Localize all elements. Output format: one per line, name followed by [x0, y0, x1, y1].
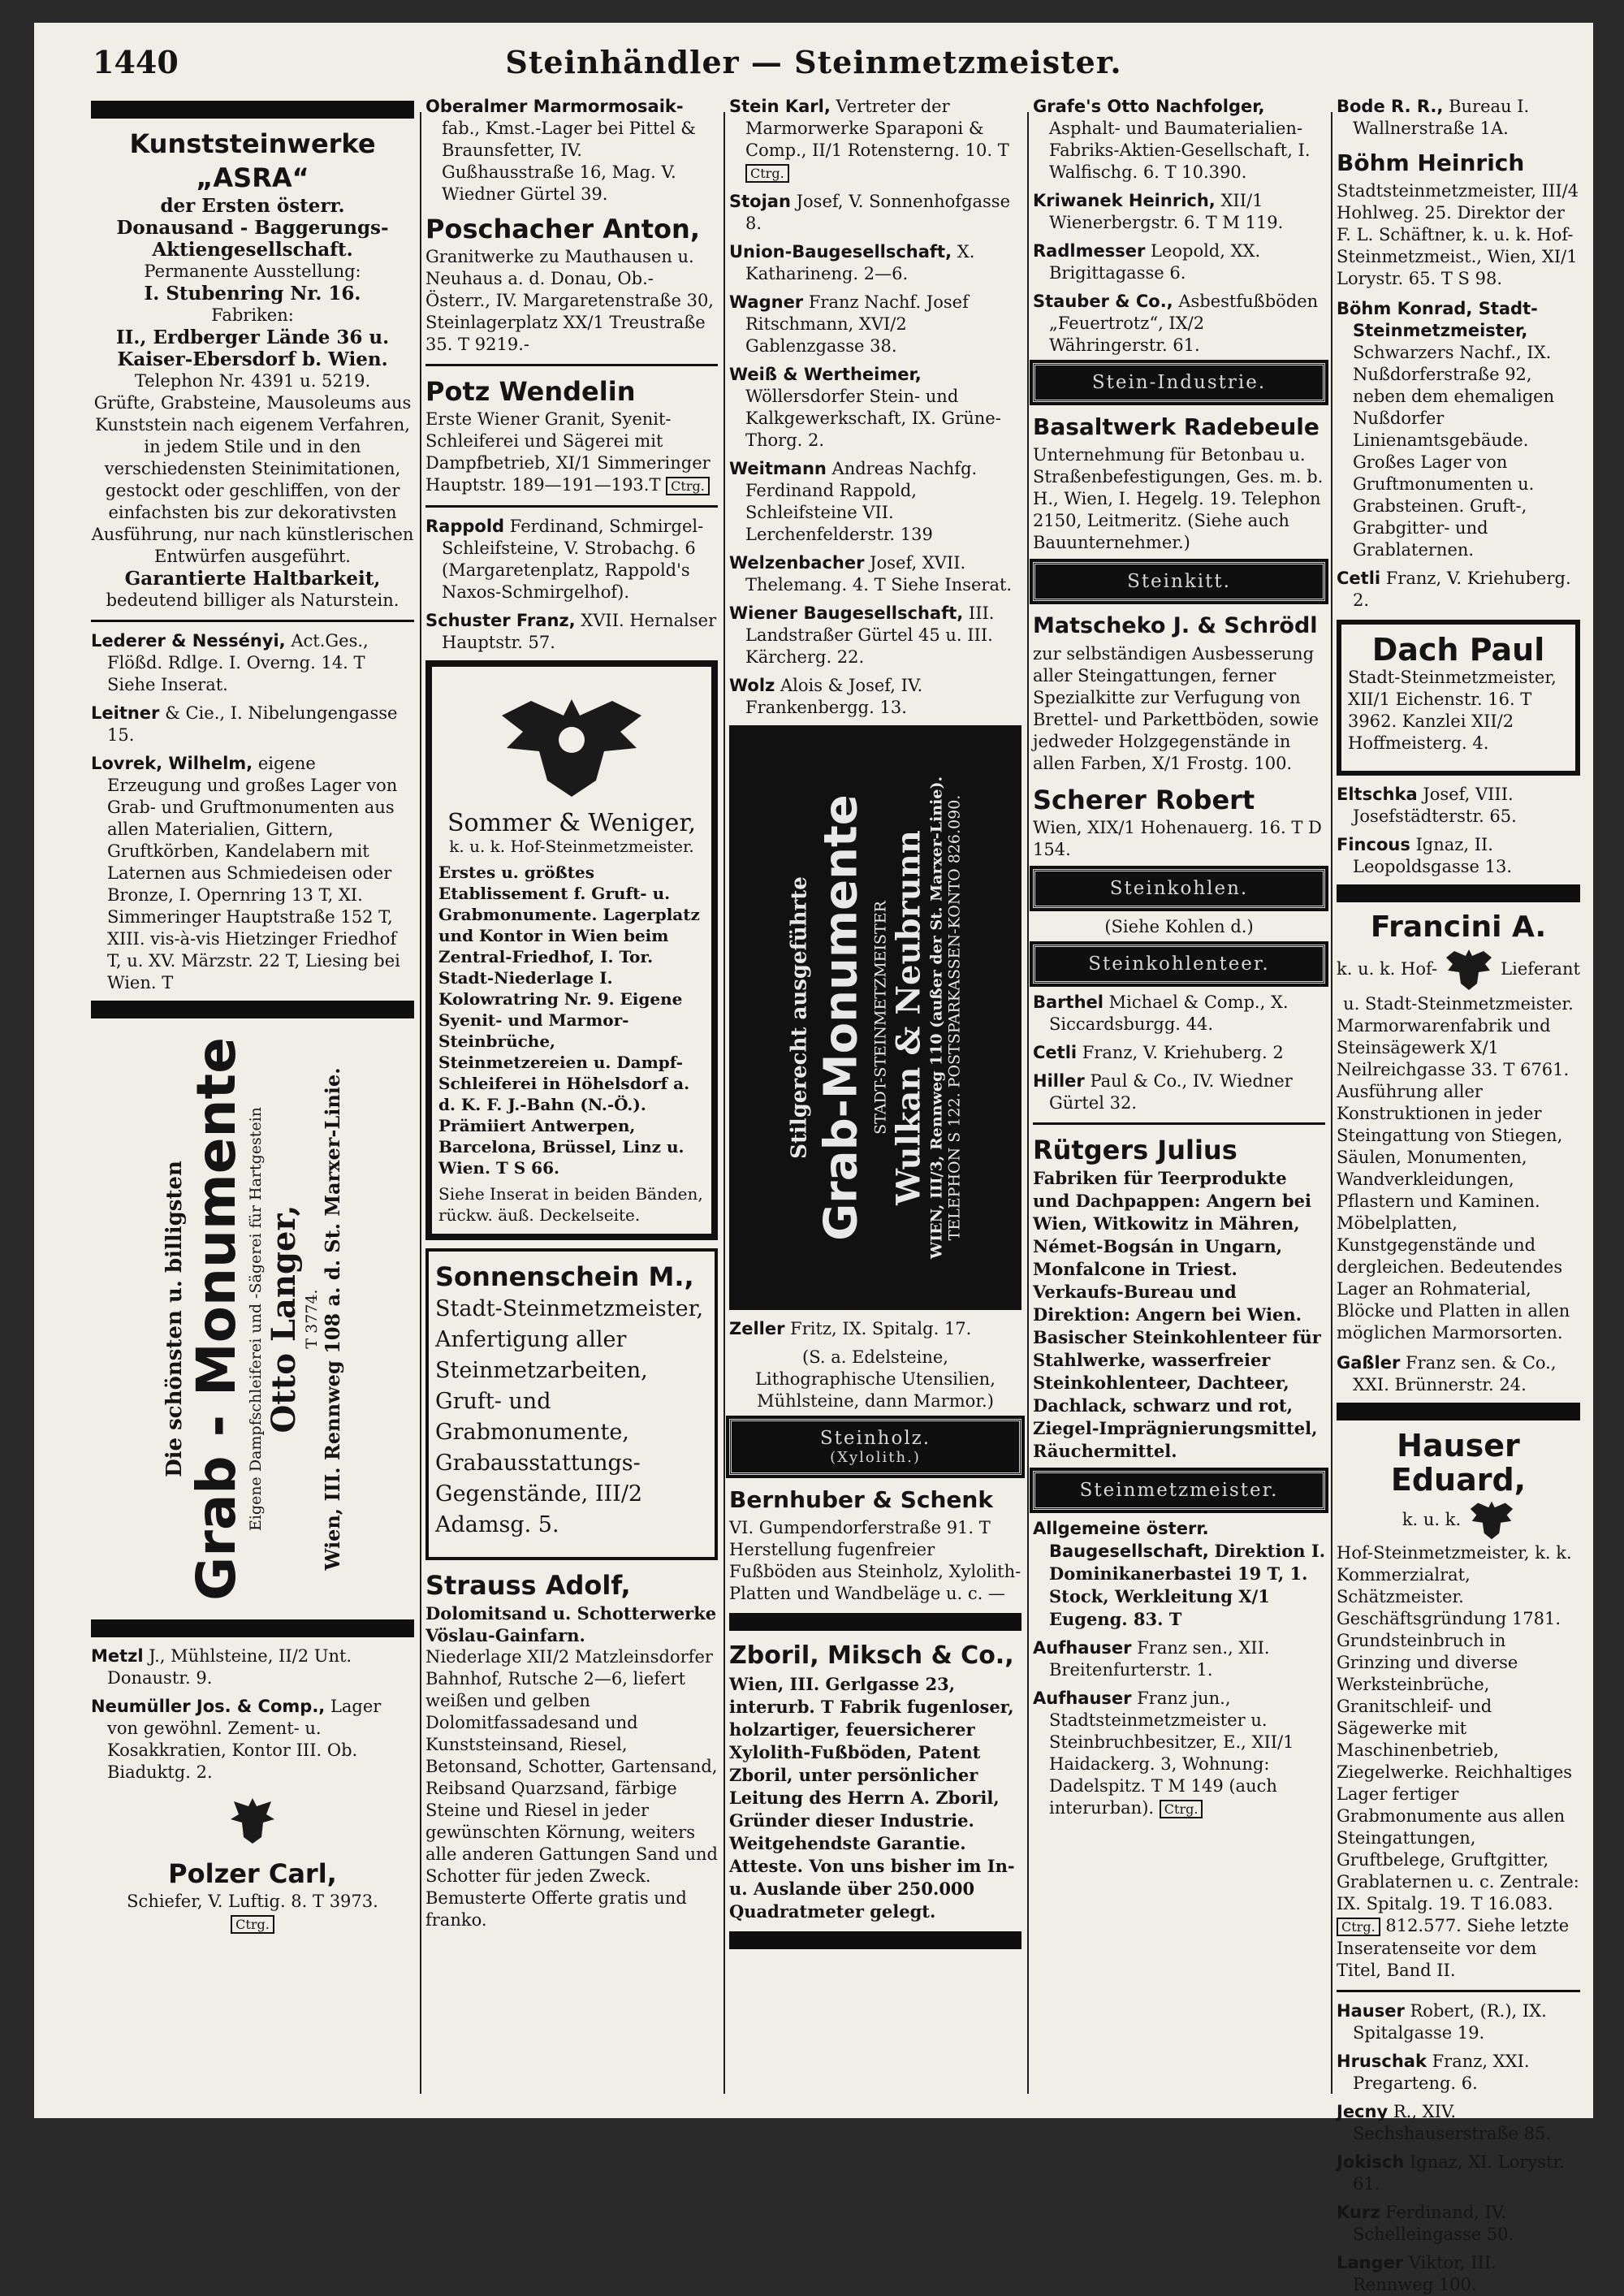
entry-text: Franz Nachf. Josef Ritschmann, XVI/2 Gablenzgasse 38.: [745, 292, 969, 356]
entry-name: Allgemeine österr. Baugesellschaft,: [1033, 1519, 1209, 1561]
entry-name: Lovrek, Wilhelm,: [91, 754, 253, 773]
entry-name: Stauber & Co.,: [1033, 292, 1173, 311]
list-item: [729, 552, 1021, 596]
list-item: [1033, 96, 1325, 184]
directory-page: [34, 23, 1593, 2294]
entry-text: Franz, V. Kriehuberg. 2: [1082, 1043, 1284, 1062]
sommer-body: Erstes u. größtes Etablissement f. Gruft- u. Grabmonumente. Lagerplatz und Kontor in Wien beim Zentral-Friedhof, I. Tor. Stadt-Niederlage I. Kolowratring Nr. 9. Eigene Syenit- und Marmor-Steinbrüche, Steinmetzereien u. Dampf-Schleiferei in Höhelsdorf a. d. K. F. J.-Bahn (N.-Ö.). Prämiiert Antwerpen, Barcelona, Brüssel, Linz u. Wien. T S 66.: [438, 863, 700, 1178]
entry-name: Eltschka: [1337, 785, 1418, 804]
entry-name: Cetli: [1337, 569, 1381, 588]
potz-ad: [425, 374, 718, 497]
list-item: [1033, 992, 1325, 1036]
entry-name: Böhm Konrad, Stadt-Steinmetzmeister,: [1337, 299, 1538, 340]
langer-ad-headline: Grab - Monumente: [185, 1037, 248, 1601]
entry-name: Jokisch: [1337, 2152, 1405, 2172]
section-header-steinkitt: Steinkitt.: [1033, 562, 1325, 601]
entry-text: Ignaz, II. Leopoldsgasse 13.: [1353, 835, 1513, 876]
entry-text: Viktor, III. Rennweg 100.: [1353, 2253, 1497, 2294]
ad-rule: [729, 1613, 1021, 1631]
entry-text: Josef, XVII. Thelemang. 4. T Siehe Inserat.: [745, 553, 1013, 595]
wulkan-ad-name: Wulkan & Neubrunn: [889, 830, 928, 1205]
ctrg-badge: Ctrg.: [1337, 1918, 1380, 1936]
dach-body: Stadt-Steinmetzmeister, XII/1 Eichenstr. 16. T 3962. Kanzlei XII/2 Hoffmeisterg. 4.: [1348, 668, 1557, 753]
list-item: [1337, 568, 1580, 612]
entry-text: Asbestfußböden „Feuertrotz“, IX/2 Währingerstr. 61.: [1049, 292, 1319, 355]
list-item: [729, 191, 1021, 235]
entry-text: J., Mühlsteine, II/2 Unt. Donaustr. 9.: [107, 1646, 352, 1688]
entry-text: XII/1 Wienerbergstr. 6. T M 119.: [1049, 191, 1284, 232]
entry-name: Aufhauser: [1033, 1638, 1132, 1658]
divider: [425, 364, 718, 366]
list-item: [1337, 784, 1580, 828]
list-item: [729, 603, 1021, 668]
divider: [1033, 1122, 1325, 1125]
page-header: [34, 23, 1593, 104]
entry-text: Franz jun., Stadtsteinmetzmeister u. Steinbruchbesitzer, E., XII/1 Haidackerg. 3, Wohnung: Dadelspitz. T M 149 (auch interurban).: [1049, 1688, 1294, 1818]
list-item: [729, 96, 1021, 184]
wulkan-ad-line: Stilgerecht ausgeführte: [787, 876, 812, 1159]
entry-name: Jecny: [1337, 2102, 1389, 2121]
entry-text: Direktion I. Dominikanerbastei 19 T, 1. Stock, Werkleitung X/1 Eugeng. 83. T: [1049, 1541, 1326, 1629]
sommer-ad: [425, 660, 718, 1240]
list-item: [1337, 2202, 1580, 2246]
strauss-bold: Dolomitsand u. Schotterwerke Vöslau-Gainfarn.: [425, 1603, 717, 1645]
entry-name: Stein Karl,: [729, 97, 831, 116]
basaltwerk-body: Unternehmung für Betonbau u. Straßenbefestigungen, Ges. m. b. H., Wien, I. Hegelg. 19. Telephon 2150, Leitmeritz. (Siehe auch Bauunternehmer.): [1033, 445, 1324, 552]
list-item: [729, 364, 1021, 452]
entry-text: eigene Erzeugung und großes Lager von Grab- und Gruftmonumenten aus allen Materialien, Gittern, Gruftkörben, Kandelabern mit Laternen aus Schmiedeisen oder Bronze, I. Opernring 13 T, XI. Simmeringer Hauptstraße 152 T, XIII. vis-à-vis Hietzinger Friedhof T, u. XV. Märzstr. 22 T, Liesing bei Wien. T: [107, 754, 400, 992]
list-item: [1033, 1637, 1325, 1681]
asra-line: II., Erdberger Lände 36 u.: [115, 326, 390, 348]
entry-text: Franz, V. Kriehuberg. 2.: [1353, 569, 1571, 610]
entry-text: fab., Kmst.-Lager bei Pittel & Braunsfetter, IV. Gußhausstraße 16, Mag. V. Wiedner Gürtel 39.: [442, 119, 696, 204]
hauser-body: Hof-Steinmetzmeister, k. k. Kommerzialrat, Schätzmeister. Geschäftsgründung 1781. Grundsteinbruch in Grinzing und diverse Werksteinbrüche, Granitschleif- und Sägewerke mit Maschinenbetrieb, Ziegelwerke. Reichhaltiges Lager fertiger Grabmonumente aus allen Steingattungen, Gruftbelege, Gruftgitter, Grablaternen u. c. Zentrale: IX. Spitalg. 19. T 16.083.: [1337, 1543, 1579, 1913]
boehm-heinrich-body: Stadtsteinmetzmeister, III/4 Hohlweg. 25. Direktor der F. L. Schäftner, k. u. k. Hof-Steinmetzmeist., Wien, XI/1 Lorystr. 65. T S 98.: [1337, 181, 1579, 288]
entry-name: Rappold: [425, 517, 505, 536]
francini-name: Francini A.: [1370, 910, 1547, 944]
entry-name: Weitmann: [729, 459, 827, 478]
column-rule: [1027, 112, 1029, 2094]
list-item: [91, 703, 414, 746]
matscheko-name: Matscheko J. & Schrödl: [1033, 613, 1318, 638]
entry-text: Franz, XXI. Pregarteng. 6.: [1353, 2052, 1530, 2093]
wulkan-ad-address: WIEN, III/3, Rennweg 110 (außer der St. Marxer-Linie).: [927, 776, 946, 1260]
wulkan-ad-phone: TELEPHON S 122. POSTSPARKASSEN-KONTO 826.090.: [945, 794, 964, 1241]
entry-text: Andreas Nachfg. Ferdinand Rappold, Schleifsteine VII. Lerchenfelderstr. 139: [745, 459, 978, 544]
list-item: [425, 516, 718, 603]
list-item: [1033, 1518, 1325, 1631]
wulkan-ad-text: [788, 742, 964, 1294]
entry-text: Ignaz, XI. Lorystr. 61.: [1353, 2152, 1565, 2194]
entry-name: Stojan: [729, 192, 791, 211]
basaltwerk-ad: [1033, 410, 1325, 554]
section-header-steinmetzmeister: Steinmetzmeister.: [1033, 1471, 1325, 1510]
entry-text: Act.Ges., Flößd. Rdlge. I. Overng. 14. T Siehe Inserat.: [107, 631, 369, 694]
entry-name: Hruschak: [1337, 2052, 1427, 2071]
list-item: [729, 292, 1021, 357]
hauser-name: Hauser Eduard,: [1390, 1428, 1527, 1498]
entry-name: Langer: [1337, 2253, 1404, 2272]
entry-text: X. Katharineng. 2—6.: [745, 242, 975, 283]
divider: [91, 620, 414, 622]
asra-line: Fabriken:: [211, 305, 294, 325]
potz-name: Potz Wendelin: [425, 376, 636, 407]
entry-text: Leopold, XX. Brigittagasse 6.: [1049, 241, 1261, 283]
ctrg-badge: Ctrg.: [231, 1915, 274, 1934]
entry-text: Bureau I. Wallnerstraße 1A.: [1353, 97, 1530, 138]
double-eagle-icon: [1445, 945, 1493, 993]
entry-name: Hiller: [1033, 1071, 1085, 1091]
entry-name: Weiß & Wertheimer,: [729, 365, 922, 384]
ctrg-badge: Ctrg.: [1160, 1800, 1203, 1818]
list-item: [1337, 2151, 1580, 2195]
entry-text: & Cie., I. Nibelungengasse 15.: [107, 703, 398, 745]
note-text: (S. a. Edelsteine, Lithographische Utensilien, Mühlsteine, dann Marmor.): [755, 1347, 996, 1411]
list-item: [729, 1318, 1021, 1340]
list-item: [729, 241, 1021, 285]
section-header-steinkohlenteer: Steinkohlenteer.: [1033, 945, 1325, 984]
entry-text: Vertreter der Marmorwerke Sparaponi & Comp., II/1 Rotensterng. 10. T: [745, 97, 1009, 160]
imperial-eagle-icon: [224, 1792, 281, 1848]
entry-text: Robert, (R.), IX. Spitalgasse 19.: [1353, 2001, 1547, 2043]
list-item: [1033, 291, 1325, 357]
column-rule: [1331, 112, 1332, 2094]
hauser-tail: 812.577. Siehe letzte Inseratenseite vor dem Titel, Band II.: [1337, 1916, 1570, 1980]
polzer-ad: [91, 1857, 414, 1935]
list-item: [91, 753, 414, 994]
asra-name: Kunststeinwerke „ASRA“: [129, 128, 376, 193]
column-rule: [723, 112, 725, 2094]
entry-text: Ferdinand, IV. Schelleingasse 50.: [1353, 2203, 1514, 2244]
langer-ad-phone: T 3774.: [303, 1289, 321, 1349]
list-item: [1337, 2101, 1580, 2145]
entry-text: Alois & Josef, IV. Frankenbergg. 13.: [745, 676, 923, 717]
dach-name: Dach Paul: [1371, 632, 1545, 668]
poschacher-ad: [425, 212, 718, 356]
francini-body: Marmorwarenfabrik und Steinsägewerk X/1 Neilreichgasse 33. T 6761. Ausführung aller Konstruktionen in jeder Steingattung von Stiegen, Säulen, Monumenten, Wandverkleidungen, Pflastern und Kaminen. Möbelplatten, Kunstgegenstände und dergleichen. Bedeutendes Lager an Rohmaterial, Blöcke und Platten in allen möglichen Marmorsorten.: [1337, 1016, 1570, 1343]
list-item: [1033, 1042, 1325, 1064]
entry-name: Zeller: [729, 1319, 785, 1338]
asra-line: Telephon Nr. 4391 u. 5219.: [134, 371, 371, 391]
langer-vertical-ad: [91, 1027, 414, 1611]
column-4: [1033, 96, 1325, 2102]
entry-name: Neumüller Jos. & Comp.,: [91, 1697, 326, 1716]
boehm-heinrich-ad: [1337, 146, 1580, 290]
zboril-ad: [729, 1639, 1021, 1923]
sonnenschein-name: Sonnenschein M.,: [435, 1261, 694, 1292]
wulkan-ad-headline: Grab-Monumente: [814, 794, 868, 1241]
zboril-body: Wien, III. Gerlgasse 23, interurb. T Fabrik fugenloser, holzartiger, feuersicherer Xylolith-Fußböden, Patent Zboril, unter persönlicher Leitung des Herrn A. Zboril, Gründer dieser Industrie. Weitgehendste Garantie. Atteste. Von uns bisher im In- u. Auslande über 250.000 Quadratmeter gelegt.: [729, 1674, 1015, 1922]
matscheko-body: zur selbständigen Ausbesserung aller Steingattungen, ferner Spezialkitte zur Verfugung von Brettel- und Parkettböden, sowie jedweder Holzgegenstände in allen Farben, X/1 Frostg. 100.: [1033, 644, 1320, 773]
list-item: [425, 610, 718, 654]
section-subtitle: (Xylolith.): [830, 1449, 921, 1466]
bernhuber-ad: [729, 1483, 1021, 1605]
entry-name: Leitner: [91, 703, 160, 723]
column-1: [91, 96, 414, 2102]
strauss-name: Strauss Adolf,: [425, 1570, 631, 1601]
entry-name: Hauser: [1337, 2001, 1405, 2021]
asra-ad: [91, 127, 414, 612]
scherer-name: Scherer Robert: [1033, 785, 1255, 815]
list-item: [1337, 298, 1580, 561]
wulkan-ad-line: STADT-STEINMETZMEISTER: [871, 901, 890, 1135]
divider: [1337, 1990, 1580, 1992]
potz-text: Erste Wiener Granit, Syenit-Schleiferei und Sägerei mit Dampfbetrieb, XI/1 Simmeringer Hauptstr. 189—191—193.T: [425, 409, 710, 495]
entry-name: Barthel: [1033, 992, 1104, 1012]
asra-line: Donausand - Baggerungs-: [116, 217, 389, 239]
asra-line: der Ersten österr.: [160, 195, 345, 217]
running-title: Steinhändler — Steinmetzmeister.: [505, 44, 1122, 80]
section-header-stein-industrie: Stein-Industrie.: [1033, 363, 1325, 402]
asra-line: Kaiser-Ebersdorf b. Wien.: [117, 348, 388, 370]
list-item: [1337, 2000, 1580, 2044]
double-eagle-icon: [499, 683, 645, 805]
asra-line: I. Stubenring Nr. 16.: [144, 283, 361, 305]
list-item: [1337, 1352, 1580, 1396]
entry-text: Schwarzers Nachf., IX. Nußdorferstraße 92, neben dem ehemaligen Nußdorfer Linienamtsgebäude. Großes Lager von Gruftmonumenten u. Grabsteinen. Gruft-, Grabgitter- und Grablaternen.: [1353, 343, 1555, 560]
list-item: [1337, 2051, 1580, 2095]
ad-rule: [91, 1001, 414, 1018]
ad-rule: [1337, 1403, 1580, 1420]
ruetgers-ad: [1033, 1133, 1325, 1463]
langer-ad-name: Otto Langer,: [265, 1204, 303, 1433]
list-item: [91, 1696, 414, 1784]
poschacher-text: Granitwerke zu Mauthausen u. Neuhaus a. d. Donau, Ob.-Österr., IV. Margaretenstraße 30, Steinlagerplatz XX/1 Treustraße 35. T 9219.-: [425, 247, 714, 354]
poschacher-name: Poschacher Anton,: [425, 214, 700, 244]
scherer-ad: [1033, 783, 1325, 861]
ruetgers-body: Fabriken für Teerprodukte und Dachpappen: Angern bei Wien, Witkowitz in Mähren, Német-Bogsán in Ungarn, Monfalcone in Triest. Verkaufs-Bureau und Direktion: Angern bei Wien. Basischer Steinkohlenteer für Stahlwerke, wasserfreier Steinkohlenteer, Dachteer, Dachlack, schwarz und rot, Ziegel-Imprägnierungsmittel, Räuchermittel.: [1033, 1168, 1321, 1461]
entry-text: XVII. Hernalser Hauptstr. 57.: [442, 611, 717, 652]
entry-name: Oberalmer Marmormosaik-: [425, 97, 684, 116]
francini-ad: [1337, 910, 1580, 1344]
entry-text: Lager von gewöhnl. Zement- u. Kosakkratien, Kontor III. Ob. Biaduktg. 2.: [107, 1697, 382, 1782]
column-3: [729, 96, 1021, 2102]
entry-name: Union-Baugesellschaft,: [729, 242, 952, 262]
entry-name: Bode R. R.,: [1337, 97, 1444, 116]
asra-line: bedeutend billiger als Naturstein.: [106, 590, 400, 610]
list-item: [1337, 96, 1580, 140]
langer-ad-address: Wien, III. Rennweg 108 a. d. St. Marxer-Linie.: [321, 1067, 344, 1571]
list-item: [91, 1645, 414, 1689]
list-item: [425, 96, 718, 205]
langer-ad-text: [162, 1035, 344, 1603]
ad-rule: [91, 101, 414, 119]
basaltwerk-name: Basaltwerk Radebeule: [1033, 413, 1320, 440]
entry-text: Franz sen., XII. Breitenfurterstr. 1.: [1049, 1638, 1270, 1680]
entry-name: Wagner: [729, 292, 804, 312]
list-item: [1033, 240, 1325, 284]
list-item: [91, 630, 414, 696]
divider: [425, 505, 718, 508]
sommer-sub: k. u. k. Hof-Steinmetzmeister.: [449, 837, 694, 856]
list-item: [1337, 2252, 1580, 2296]
asra-body: Grüfte, Grabsteine, Mausoleums aus Kunststein nach eigenem Verfahren, in jedem Stile und in den verschiedensten Steinimitationen, gestockt oder geschliffen, von der einfachsten bis zur dekorativsten Ausführung, nur nach künstlerischen Entwürfen ausgeführt.: [91, 393, 414, 566]
asra-line: Permanente Ausstellung:: [144, 262, 361, 281]
francini-sub: k. u. k. Hof-: [1337, 958, 1438, 979]
entry-text: Ferdinand, Schmirgel-Schleifsteine, V. Strobachg. 6 (Margaretenplatz, Rappold's Naxos-Schmirgelhof).: [442, 517, 704, 602]
list-item: [729, 675, 1021, 719]
column-5: [1337, 96, 1580, 2294]
entry-name: Schuster Franz,: [425, 611, 576, 630]
sommer-name: Sommer & Weniger,: [447, 809, 696, 837]
entry-name: Wiener Baugesellschaft,: [729, 603, 964, 623]
double-eagle-icon: [1469, 1497, 1514, 1542]
entry-name: Aufhauser: [1033, 1688, 1132, 1708]
ctrg-badge: Ctrg.: [666, 477, 710, 495]
asra-line: Aktiengesellschaft.: [152, 239, 353, 261]
ad-rule: [91, 1619, 414, 1637]
asra-line: Garantierte Haltbarkeit,: [124, 568, 381, 590]
zboril-name: Zboril, Miksch & Co.,: [729, 1641, 1014, 1670]
entry-name: Welzenbacher: [729, 553, 865, 573]
list-item: [1337, 834, 1580, 878]
ad-rule: [729, 1931, 1021, 1949]
ad-rule: [1337, 884, 1580, 902]
francini-sub: u. Stadt-Steinmetzmeister.: [1343, 994, 1574, 1014]
column-2: [425, 96, 718, 2102]
bernhuber-name: Bernhuber & Schenk: [729, 1486, 993, 1513]
entry-text: Josef, V. Sonnenhofgasse 8.: [745, 192, 1011, 233]
entry-name: Lederer & Nessényi,: [91, 631, 286, 651]
strauss-body: Niederlage XII/2 Matzleinsdorfer Bahnhof, Rutsche 2—6, liefert weißen und gelben Dolomitfassadesand und Kunststeinsand, Riesel, Betonsand, Schotter, Gartensand, Reibsand Quarzsand, färbige Steine und Riesel in jeder gewünschten Körnung, weiters alle anderen Gattungen Sand und Schotter für jeden Zweck. Bemusterte Offerte gratis und franko.: [425, 1647, 718, 1930]
hauser-ad: [1337, 1429, 1580, 1982]
entry-name: Cetli: [1033, 1043, 1078, 1062]
entry-name: Wolz: [729, 676, 775, 695]
entry-text: R., XIV. Sechshauserstraße 85.: [1353, 2102, 1551, 2143]
scherer-body: Wien, XIX/1 Hohenauerg. 16. T D 154.: [1033, 818, 1322, 859]
section-header-steinholz: [729, 1419, 1021, 1475]
entry-text: Asphalt- und Baumaterialien-Fabriks-Aktien-Gesellschaft, I. Walfischg. 6. T 10.390.: [1049, 119, 1311, 182]
entry-name: Kriwanek Heinrich,: [1033, 191, 1216, 210]
francini-sub: Lieferant: [1501, 958, 1580, 979]
entry-name: Gaßler: [1337, 1353, 1401, 1373]
matscheko-ad: [1033, 609, 1325, 775]
strauss-ad: [425, 1568, 718, 1931]
entry-name: Radlmesser: [1033, 241, 1146, 261]
list-item: [1033, 1070, 1325, 1114]
ruetgers-name: Rütgers Julius: [1033, 1135, 1237, 1165]
list-item: [1033, 1688, 1325, 1820]
polzer-text: Schiefer, V. Luftig. 8. T 3973.: [127, 1892, 378, 1911]
sonnenschein-ad: [425, 1248, 718, 1560]
langer-ad-line: Eigene Dampfschleiferei und -Sägerei für Hartgestein: [247, 1106, 265, 1532]
wulkan-vertical-ad: [729, 725, 1021, 1310]
entry-name: Kurz: [1337, 2203, 1380, 2222]
page-number: 1440: [93, 44, 179, 80]
section-header-steinkohlen: Steinkohlen.: [1033, 869, 1325, 908]
entry-name: Fincous: [1337, 835, 1410, 854]
langer-ad-line: Die schönsten u. billigsten: [162, 1161, 187, 1477]
entry-name: Grafe's Otto Nachfolger,: [1033, 97, 1265, 116]
boehm-heinrich-name: Böhm Heinrich: [1337, 149, 1525, 176]
entry-text: Josef, VIII. Josefstädterstr. 65.: [1353, 785, 1517, 826]
entry-text: Franz sen. & Co., XXI. Brünnerstr. 24.: [1353, 1353, 1557, 1394]
entry-name: Metzl: [91, 1646, 144, 1666]
column-rule: [420, 112, 421, 2094]
list-item: [729, 458, 1021, 546]
hauser-sub: k. u. k.: [1402, 1509, 1462, 1529]
entry-text: Fritz, IX. Spitalg. 17.: [790, 1319, 972, 1338]
sommer-note: Siehe Inserat in beiden Bänden, rückw. äuß. Deckelseite.: [438, 1184, 703, 1225]
list-item: [1033, 190, 1325, 234]
ctrg-badge: Ctrg.: [745, 164, 789, 183]
entry-text: Paul & Co., IV. Wiedner Gürtel 32.: [1049, 1071, 1293, 1113]
polzer-name: Polzer Carl,: [168, 1858, 337, 1889]
entry-text: Wöllersdorfer Stein- und Kalkgewerkschaft, IX. Grüne-Thorg. 2.: [745, 387, 1001, 450]
note-text: (Siehe Kohlen d.): [1104, 917, 1254, 936]
entry-text: Michael & Comp., X. Siccardsburgg. 44.: [1049, 992, 1289, 1034]
sonnenschein-body: Stadt-Steinmetzmeister, Anfertigung aller Steinmetzarbeiten, Gruft- und Grabmonumente, Grabausstattungs-Gegenstände, III/2 Adamsg. 5.: [435, 1296, 704, 1537]
dach-ad: [1337, 620, 1580, 776]
section-title: Steinholz.: [819, 1428, 931, 1449]
entry-text: III. Landstraßer Gürtel 45 u. III. Kärcherg. 22.: [745, 603, 995, 667]
bernhuber-body: VI. Gumpendorferstraße 91. T Herstellung fugenfreier Fußböden aus Steinholz, Xylolith-Platten und Wandbeläge u. c. —: [729, 1518, 1021, 1603]
